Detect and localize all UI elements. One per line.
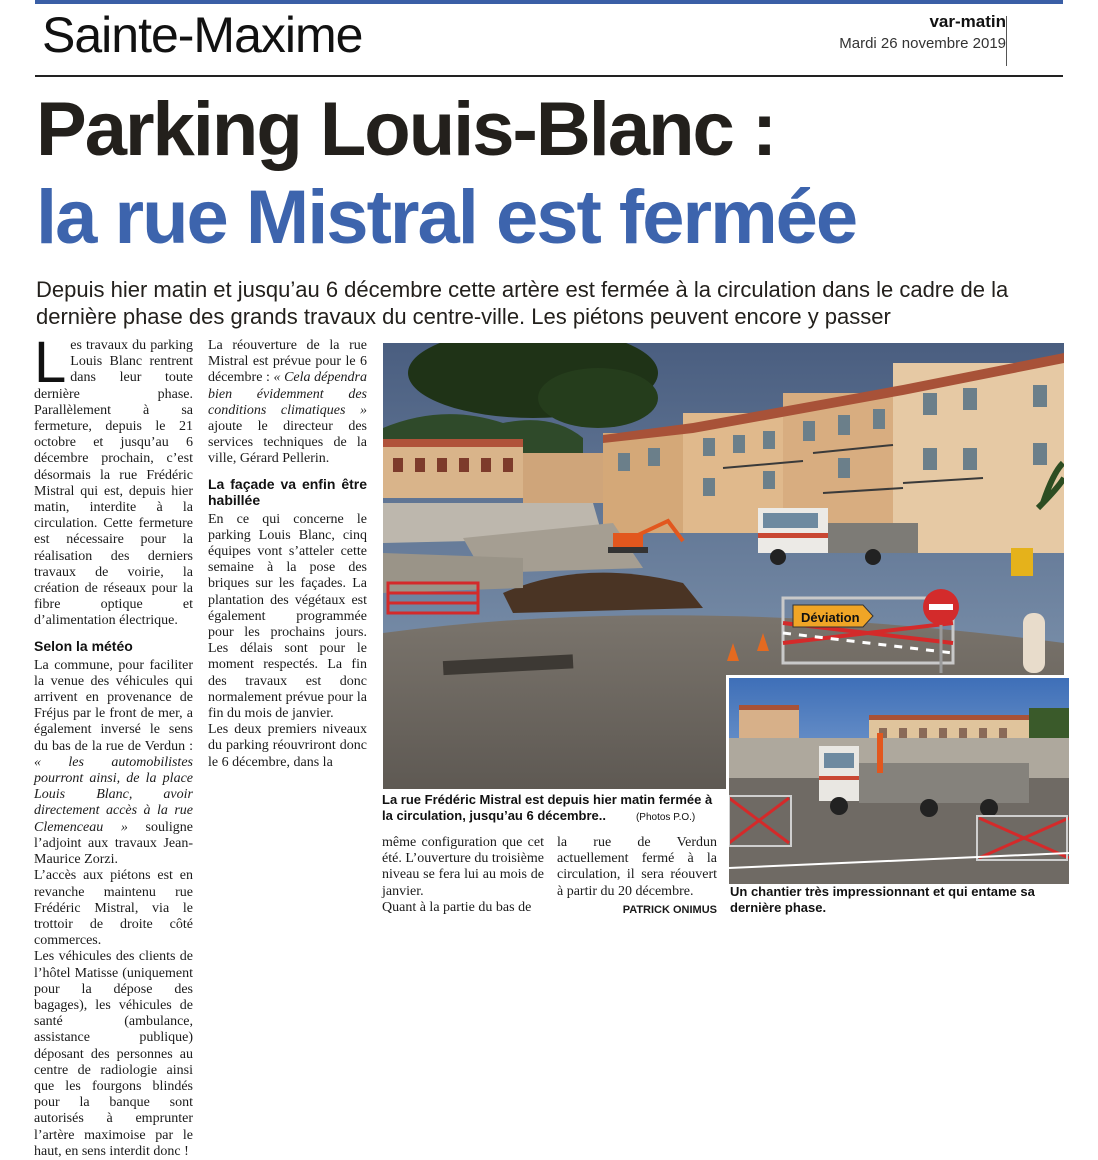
paragraph-8-continued: la rue de Verdun actuellement fermé à la circulation, il sera réouvert à partir du 20 décembre. xyxy=(557,835,717,899)
inset-photo-caption: Un chantier très impressionnant et qui entame sa dernière phase. xyxy=(730,884,1035,915)
paragraph-7: Les deux premiers niveaux du parking réouvriront donc le 6 décembre, dans la xyxy=(208,722,367,770)
inset-photo xyxy=(726,675,1072,887)
subhead-weather: Selon la météo xyxy=(34,637,133,654)
paragraph-3: L’accès aux piétons est en revanche maintenu rue Frédéric Mistral, via le trottoir de droite côté commerces. xyxy=(34,868,193,949)
masthead-divider xyxy=(1006,16,1007,66)
article-column-4 xyxy=(557,835,717,918)
paragraph-6: En ce qui concerne le parking Louis Blanc, cinq équipes vont s’atteler cette semaine à la pose des briques sur les façades. La plantation des végétaux est également programmée pour les prochains jours. Les délais sont pour le moment respectés. La fin des travaux est donc normalement prévue pour la fin du mois de janvier. xyxy=(208,511,367,722)
masthead xyxy=(839,12,1006,52)
paragraph-8: Quant à la partie du bas de xyxy=(382,899,532,915)
deviation-sign-label: Déviation xyxy=(801,610,860,625)
paragraph-4: Les véhicules des clients de l’hôtel Matisse (uniquement pour la dépose des bagages), les véhicules de santé (ambulance, assistance publique) déposant des personnes au centre de radiologie ainsi que les fourgons blindés pour la banque sont autorisés à emprunter l’artère maximoise par le haut, en sens interdit donc ! xyxy=(34,949,193,1159)
issue-date: Mardi 26 novembre 2019 xyxy=(839,35,1006,52)
article-column-2 xyxy=(208,338,367,771)
main-photo-caption: La rue Frédéric Mistral est depuis hier matin fermée à la circulation, jusqu’au 6 décembre.. (Photos P.O.) xyxy=(382,792,713,823)
section-title: Sainte-Maxime xyxy=(42,7,363,63)
author-byline: PATRICK ONIMUS xyxy=(622,903,717,916)
article-column-1 xyxy=(34,330,193,1160)
header-rule xyxy=(35,75,1063,77)
article-column-3 xyxy=(382,835,544,916)
paragraph-7-continued: même configuration que cet été. L’ouverture du troisième niveau se fera lui au mois de janvier. xyxy=(382,835,544,899)
dropcap: L xyxy=(34,330,67,395)
headline-line-2: la rue Mistral est fermée xyxy=(36,175,857,260)
newspaper-name: var-matin xyxy=(929,12,1006,31)
headline-line-1: Parking Louis-Blanc : xyxy=(36,87,776,172)
photo-credit: (Photos P.O.) xyxy=(635,812,696,823)
paragraph-1: Les travaux du parking Louis Blanc rentrent dans leur toute dernière phase. Parallèlement à sa fermeture, depuis le 21 octobre et jusqu’au 6 décembre prochain, c’est désormais la rue Frédéric Mistral qui est, depuis hier matin, interdite à la circulation. Cette fermeture est nécessaire pour la réalisation des derniers travaux de voirie, la création de réseaux pour la fibre optique et d’alimentation électrique. xyxy=(34,330,193,629)
top-accent-bar xyxy=(35,0,1063,4)
paragraph-5: La réouverture de la rue Mistral est prévue pour le 6 décembre : « Cela dépendra bien évidemment des conditions climatiques » ajoute le directeur des services techniques de la ville, Gérard Pellerin. xyxy=(208,338,367,467)
lede-paragraph: Depuis hier matin et jusqu’au 6 décembre cette artère est fermée à la circulation dans le cadre de la dernière phase des grands travaux du centre-ville. Les piétons peuvent encore y passer xyxy=(36,277,1009,329)
subhead-facade: La façade va enfin être habillée xyxy=(208,475,367,508)
paragraph-2: La commune, pour faciliter la venue des véhicules qui arrivent en provenance de Fréjus par le front de mer, a également inversé le sens du bas de la rue de Verdun : « les automobilistes pourront ainsi, de la place Louis Blanc, avoir directement accès à la rue Clemenceau » souligne l’adjoint aux travaux Jean-Maurice Zorzi. xyxy=(34,657,193,868)
